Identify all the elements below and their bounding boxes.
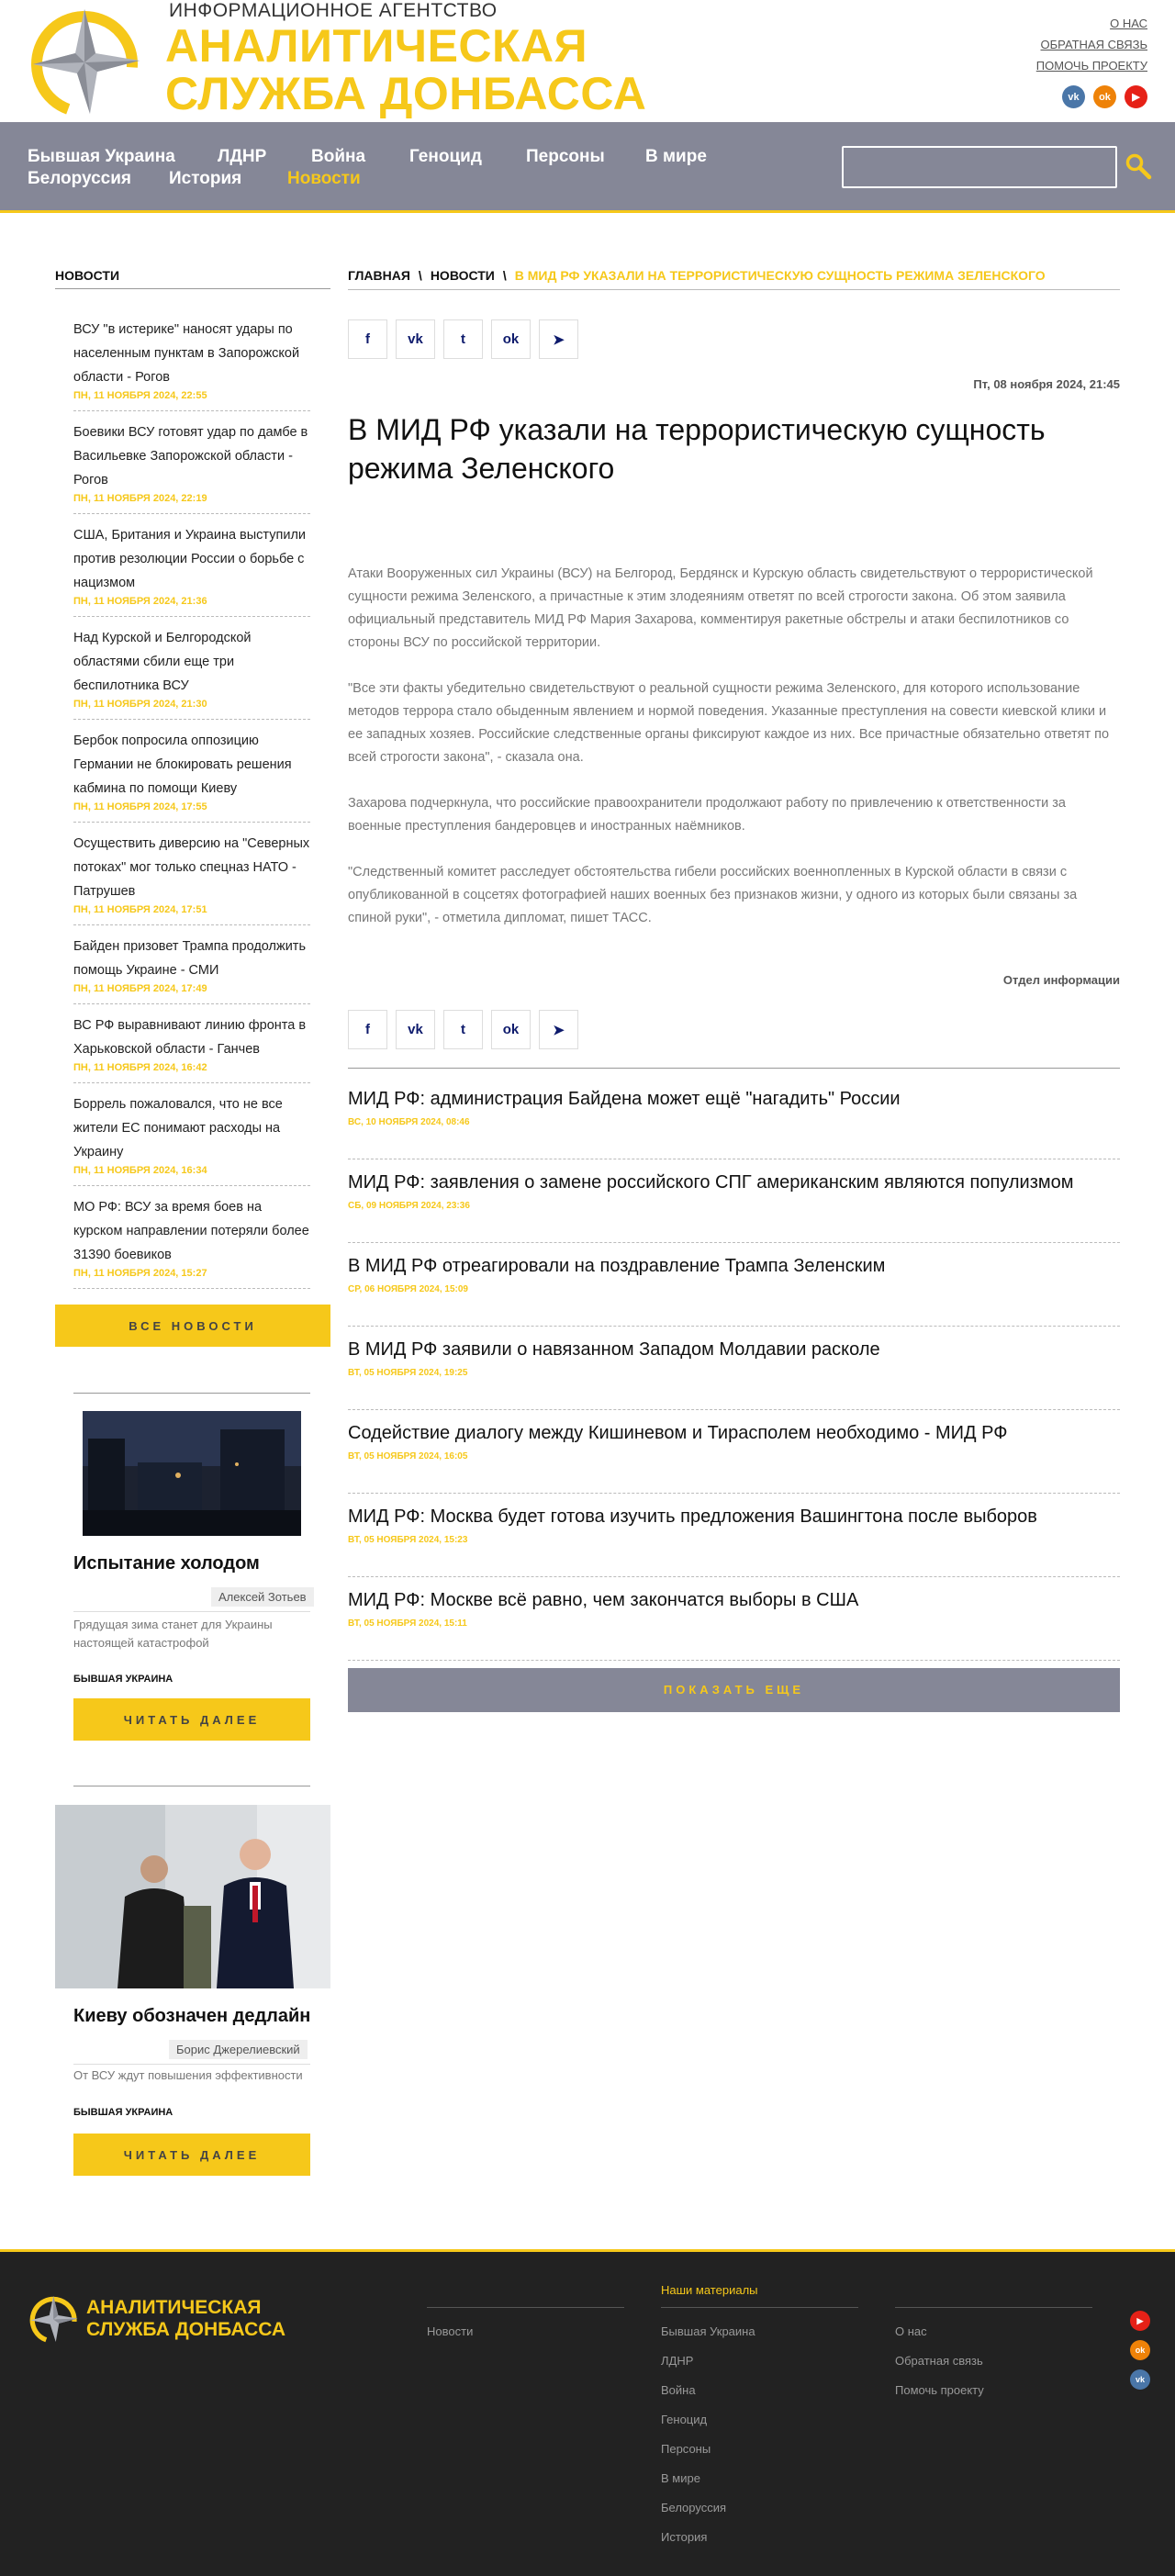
related-date: СБ, 09 НОЯБРЯ 2024, 23:36 <box>348 1201 470 1211</box>
article-paragraph: Атаки Вооруженных сил Украины (ВСУ) на Белгород, Бердянск и Курскую область свидетельствуют о террористической сущности режима Зеленского, а причастные к этим злодеяниям ответят по всей строгости закона. Об этом заявила официальный представитель МИД РФ Мария Захарова, комментируя ракетные обстрелы и атаки беспилотников со стороны ВСУ по российской территории. <box>348 566 1093 650</box>
footer-rule <box>661 2307 858 2308</box>
footer-link[interactable]: История <box>661 2530 708 2544</box>
article-title: В МИД РФ указали на террористическую сущность режима Зеленского <box>348 413 1046 485</box>
related-divider <box>348 1068 1120 1069</box>
footer-logo-line2: СЛУЖБА ДОНБАССА <box>86 2319 286 2340</box>
list-item[interactable] <box>73 925 310 1004</box>
youtube-icon[interactable]: ▶ <box>1130 2311 1150 2331</box>
card-author[interactable]: Борис Джерелиевский <box>169 2040 308 2059</box>
feedback-link[interactable]: ОБРАТНАЯ СВЯЗЬ <box>1040 38 1147 51</box>
vk-icon[interactable]: vk <box>1130 2369 1150 2390</box>
related-news-list <box>348 1076 1120 1661</box>
related-date: ВС, 10 НОЯБРЯ 2024, 08:46 <box>348 1117 470 1127</box>
related-title[interactable]: МИД РФ: Москве всё равно, чем закончатся выборы в США <box>348 1590 859 1610</box>
news-title[interactable]: Бербок попросила оппозицию Германии не блокировать решения кабмина по помощи Киеву <box>73 734 292 796</box>
news-date: ПН, 11 НОЯБРЯ 2024, 17:49 <box>73 983 207 994</box>
footer-social <box>1130 2311 1150 2390</box>
site-title-line2[interactable]: СЛУЖБА ДОНБАССА <box>165 68 647 119</box>
footer-rule <box>895 2307 1092 2308</box>
article-body <box>348 563 1120 953</box>
news-date: ПН, 11 НОЯБРЯ 2024, 22:19 <box>73 493 207 504</box>
nav-item-belarus[interactable]: Белоруссия <box>28 169 131 188</box>
related-title[interactable]: МИД РФ: Москва будет готова изучить предложения Вашингтона после выборов <box>348 1506 1037 1527</box>
footer-logo-line1: АНАЛИТИЧЕСКАЯ <box>86 2297 262 2318</box>
site-footer <box>0 2249 1175 2576</box>
about-link[interactable]: О НАС <box>1110 17 1147 30</box>
breadcrumb-sep: \ <box>418 268 422 283</box>
news-date: ПН, 11 НОЯБРЯ 2024, 17:55 <box>73 801 207 812</box>
article-paragraph: "Следственный комитет расследует обстоятельства гибели российских военнопленных в Курской области в связи с опубликованной в соцсетях фотографией наших военных без признаков жизни, у одного из которых были связаны за спиной руки", - отметила дипломат, пишет ТАСС. <box>348 865 1078 925</box>
donate-link[interactable]: ПОМОЧЬ ПРОЕКТУ <box>1035 59 1147 73</box>
breadcrumb-current: В МИД РФ УКАЗАЛИ НА ТЕРРОРИСТИЧЕСКУЮ СУЩНОСТЬ РЕЖИМА ЗЕЛЕНСКОГО <box>514 268 1046 283</box>
news-date: ПН, 11 НОЯБРЯ 2024, 21:36 <box>73 596 207 607</box>
related-item[interactable] <box>348 1577 1120 1661</box>
telegram-share-icon[interactable]: ➤ <box>539 319 578 359</box>
footer-rule <box>427 2307 624 2308</box>
article-paragraph: Захарова подчеркнула, что российские правоохранители продолжают работу по привлечению к ответственности за военные преступления бандеровцев и иностранных наёмников. <box>348 796 1066 834</box>
facebook-share-icon[interactable]: f <box>348 319 387 359</box>
related-item[interactable] <box>348 1243 1120 1327</box>
related-title[interactable]: Содействие диалогу между Кишиневом и Тирасполем необходимо - МИД РФ <box>348 1423 1008 1443</box>
site-header <box>0 0 1175 122</box>
related-item[interactable] <box>348 1327 1120 1410</box>
related-date: ВТ, 05 НОЯБРЯ 2024, 15:23 <box>348 1535 468 1545</box>
card-divider <box>73 1611 310 1612</box>
news-title[interactable]: МО РФ: ВСУ за время боев на курском направлении потеряли более 31390 боевиков <box>73 1200 309 1262</box>
nav-item-persons[interactable]: Персоны <box>526 147 605 166</box>
share-bar-bottom <box>348 1010 578 1049</box>
breadcrumb-sep: \ <box>502 268 507 283</box>
footer-col-about <box>895 2252 1092 2405</box>
news-title[interactable]: Осуществить диверсию на "Северных потоках" мог только спецназ НАТО - Патрушев <box>73 836 310 899</box>
footer-link[interactable]: Бывшая Украина <box>661 2324 755 2338</box>
news-title[interactable]: ВСУ "в истерике" наносят удары по населенным пунктам в Запорожской области - Рогов <box>73 322 300 385</box>
footer-link[interactable]: Новости <box>427 2324 474 2338</box>
sidebar-news-title: НОВОСТИ <box>55 268 330 289</box>
news-date: ПН, 11 НОЯБРЯ 2024, 21:30 <box>73 699 207 710</box>
nav-item-war[interactable]: Война <box>311 147 366 166</box>
related-item[interactable] <box>348 1410 1120 1494</box>
footer-link[interactable]: Белоруссия <box>661 2501 727 2514</box>
header-social <box>1062 85 1147 108</box>
card-image[interactable] <box>55 1805 330 1988</box>
news-title[interactable]: Боррель пожаловался, что не все жители ЕС понимают расходы на Украину <box>73 1097 283 1159</box>
list-item[interactable] <box>73 720 310 823</box>
footer-link[interactable]: ЛДНР <box>661 2354 694 2368</box>
card-category[interactable]: БЫВШАЯ УКРАИНА <box>73 2107 173 2118</box>
list-item[interactable] <box>73 1083 310 1186</box>
card-title[interactable]: Киеву обозначен дедлайн <box>73 2006 311 2026</box>
related-item[interactable] <box>348 1076 1120 1159</box>
card-divider <box>73 1393 310 1394</box>
article-paragraph: "Все эти факты убедительно свидетельствуют о реальной сущности режима Зеленского, для которого использование методов террора стало обыденным явлением и нормой поведения. Указанные преступления на совести киевской клики и ее западных хозяев. Российские следственные органы фиксируют каждое из них. Все причастные обязательно ответят по всей строгости закона", - сказала она. <box>348 681 1110 765</box>
breadcrumb-section[interactable]: НОВОСТИ <box>430 268 495 283</box>
list-item[interactable] <box>73 514 310 617</box>
top-links <box>1036 13 1147 76</box>
related-title[interactable]: МИД РФ: заявления о замене российского СПГ американским являются популизмом <box>348 1172 1074 1193</box>
sidebar-news-list <box>73 308 310 1289</box>
news-date: ПН, 11 НОЯБРЯ 2024, 22:55 <box>73 390 207 401</box>
list-item[interactable] <box>73 1004 310 1083</box>
agency-label: ИНФОРМАЦИОННОЕ АГЕНТСТВО <box>169 0 498 21</box>
related-item[interactable] <box>348 1159 1120 1243</box>
list-item[interactable] <box>73 823 310 925</box>
card-title[interactable]: Испытание холодом <box>73 1553 260 1574</box>
ok-share-icon[interactable]: ok <box>491 319 531 359</box>
vk-share-icon[interactable]: vk <box>396 1010 435 1049</box>
list-item[interactable] <box>73 617 310 720</box>
footer-logo-star-icon[interactable] <box>28 2294 81 2344</box>
vk-icon[interactable]: vk <box>1062 85 1085 108</box>
search-icon[interactable] <box>1125 152 1152 180</box>
news-date: ПН, 11 НОЯБРЯ 2024, 15:27 <box>73 1268 207 1279</box>
card-description: Грядущая зима станет для Украины настоящей катастрофой <box>73 1618 273 1650</box>
related-date: ВТ, 05 НОЯБРЯ 2024, 19:25 <box>348 1368 468 1378</box>
footer-logo-text[interactable] <box>86 2297 285 2341</box>
footer-link[interactable]: Обратная связь <box>895 2354 983 2368</box>
share-bar-top <box>348 319 578 359</box>
related-date: ВТ, 05 НОЯБРЯ 2024, 16:05 <box>348 1451 468 1462</box>
card-divider <box>73 2064 310 2065</box>
footer-link[interactable]: Геноцид <box>661 2413 708 2426</box>
article-date: Пт, 08 ноября 2024, 21:45 <box>973 377 1120 391</box>
breadcrumb <box>348 268 1120 290</box>
nav-item-former-ukraine[interactable]: Бывшая Украина <box>28 147 175 166</box>
related-date: СР, 06 НОЯБРЯ 2024, 15:09 <box>348 1284 468 1294</box>
list-item[interactable] <box>73 1186 310 1289</box>
news-title[interactable]: ВС РФ выравнивают линию фронта в Харьковской области - Ганчев <box>73 1018 307 1057</box>
nav-item-world[interactable]: В мире <box>645 147 707 166</box>
vk-share-icon[interactable]: vk <box>396 319 435 359</box>
card-author[interactable]: Алексей Зотьев <box>211 1587 314 1607</box>
list-item[interactable] <box>73 308 310 411</box>
all-news-button[interactable]: ВСЕ НОВОСТИ <box>55 1305 330 1347</box>
footer-link[interactable]: В мире <box>661 2471 700 2485</box>
footer-link[interactable]: О нас <box>895 2324 927 2338</box>
related-date: ВТ, 05 НОЯБРЯ 2024, 15:11 <box>348 1618 467 1629</box>
twitter-share-icon[interactable]: t <box>443 319 483 359</box>
main-nav <box>0 122 1175 213</box>
nav-item-history[interactable]: История <box>169 169 242 188</box>
footer-col-news <box>427 2252 624 2346</box>
show-more-button[interactable]: ПОКАЗАТЬ ЕЩЕ <box>348 1668 1120 1712</box>
ok-icon[interactable]: ok <box>1093 85 1116 108</box>
related-title[interactable]: МИД РФ: администрация Байдена может ещё "нагадить" России <box>348 1089 901 1109</box>
search-input[interactable] <box>842 146 1117 188</box>
telegram-share-icon[interactable]: ➤ <box>539 1010 578 1049</box>
nav-item-news[interactable]: Новости <box>287 169 361 188</box>
logo-star-icon[interactable] <box>26 7 147 116</box>
related-item[interactable] <box>348 1494 1120 1577</box>
news-title[interactable]: Над Курской и Белгородской областями сбили еще три беспилотника ВСУ <box>73 631 252 693</box>
list-item[interactable] <box>73 411 310 514</box>
article-source: Отдел информации <box>1002 973 1120 987</box>
news-date: ПН, 11 НОЯБРЯ 2024, 17:51 <box>73 904 207 915</box>
read-more-button[interactable]: ЧИТАТЬ ДАЛЕЕ <box>73 1698 310 1741</box>
read-more-button[interactable]: ЧИТАТЬ ДАЛЕЕ <box>73 2134 310 2176</box>
related-title[interactable]: В МИД РФ отреагировали на поздравление Трампа Зеленским <box>348 1256 886 1276</box>
ok-icon[interactable]: ok <box>1130 2340 1150 2360</box>
news-date: ПН, 11 НОЯБРЯ 2024, 16:42 <box>73 1062 207 1073</box>
card-category[interactable]: БЫВШАЯ УКРАИНА <box>73 1674 173 1685</box>
ok-share-icon[interactable]: ok <box>491 1010 531 1049</box>
news-title[interactable]: Байден призовет Трампа продолжить помощь Украине - СМИ <box>73 939 307 978</box>
card-image[interactable] <box>83 1411 301 1536</box>
related-title[interactable]: В МИД РФ заявили о навязанном Западом Молдавии расколе <box>348 1339 880 1360</box>
breadcrumb-home[interactable]: ГЛАВНАЯ <box>348 268 410 283</box>
footer-link[interactable]: Война <box>661 2383 696 2397</box>
facebook-share-icon[interactable]: f <box>348 1010 387 1049</box>
youtube-icon[interactable]: ▶ <box>1125 85 1147 108</box>
news-title[interactable]: Боевики ВСУ готовят удар по дамбе в Васильевке Запорожской области - Рогов <box>73 425 308 487</box>
card-description: От ВСУ ждут повышения эффективности <box>73 2068 303 2082</box>
twitter-share-icon[interactable]: t <box>443 1010 483 1049</box>
footer-link[interactable]: Персоны <box>661 2442 711 2456</box>
footer-link[interactable]: Помочь проекту <box>895 2383 984 2397</box>
footer-col-heading: Наши материалы <box>661 2283 758 2297</box>
site-title-line1[interactable]: АНАЛИТИЧЕСКАЯ <box>165 20 588 72</box>
news-title[interactable]: США, Британия и Украина выступили против резолюции России о борьбе с нацизмом <box>73 528 306 590</box>
footer-col-materials <box>661 2252 858 2552</box>
nav-item-genocide[interactable]: Геноцид <box>409 147 482 166</box>
news-date: ПН, 11 НОЯБРЯ 2024, 16:34 <box>73 1165 207 1176</box>
nav-item-ldnr[interactable]: ЛДНР <box>218 147 267 166</box>
